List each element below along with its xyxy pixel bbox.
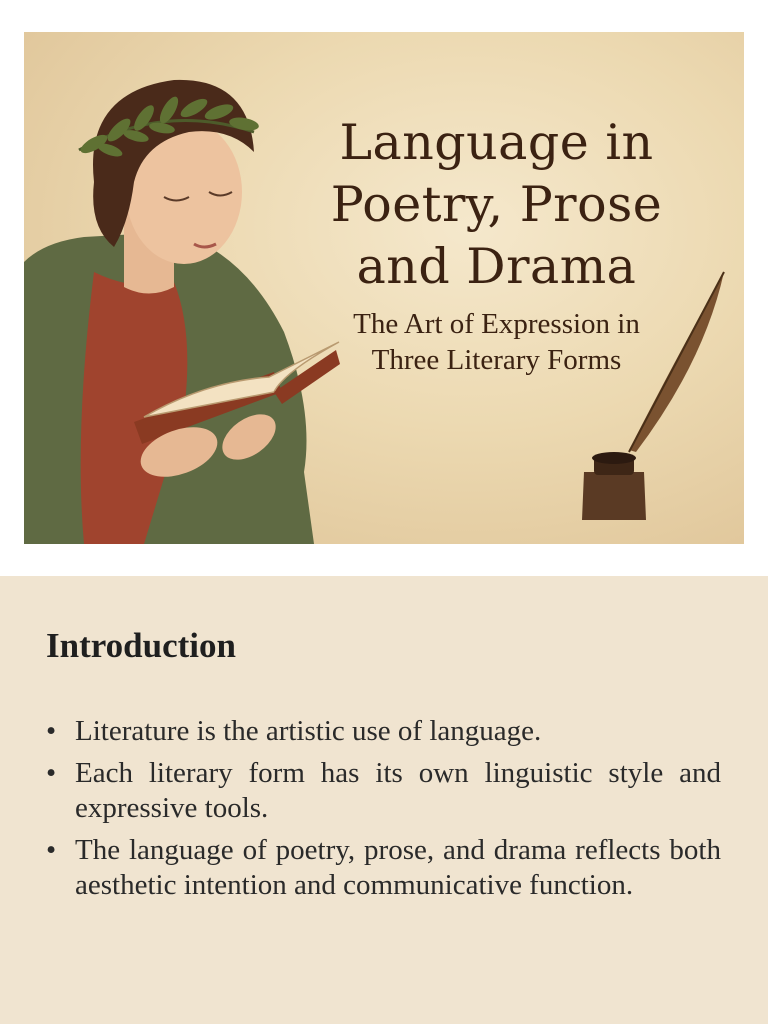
bullet-text: Each literary form has its own linguistic style and expressive tools. <box>75 757 721 824</box>
bullet-icon: • <box>46 834 57 866</box>
introduction-slide <box>0 576 768 1024</box>
cover-title <box>324 112 669 298</box>
bullet-text: The language of poetry, prose, and drama reflects both aesthetic intention and communicative function. <box>75 834 721 901</box>
list-item <box>46 714 721 749</box>
bullet-icon: • <box>46 715 57 747</box>
cover-subtitle: The Art of Expression in Three Literary Forms <box>353 308 640 376</box>
bullet-icon: • <box>46 757 57 789</box>
list-item <box>46 833 721 903</box>
bullet-list <box>46 714 721 910</box>
cover-title-line: Poetry, Prose <box>330 176 663 233</box>
list-item <box>46 756 721 826</box>
cover-title-line: Language in <box>339 114 654 171</box>
cover-slide <box>24 32 744 544</box>
cover-title-line: and Drama <box>356 238 637 295</box>
bullet-text: Literature is the artistic use of language. <box>75 715 542 747</box>
slide-heading: Introduction <box>46 626 236 665</box>
